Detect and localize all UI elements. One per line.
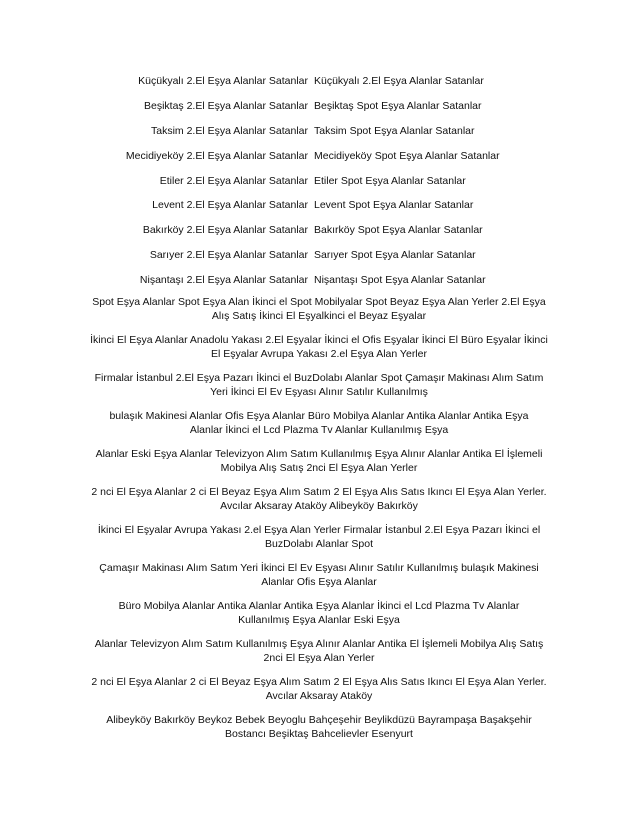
pair-right-text: Beşiktaş Spot Eşya Alanlar Satanlar (314, 99, 482, 112)
paragraph-line: Avcılar Aksaray Ataköy Alibeyköy Bakırköy (220, 500, 418, 512)
pair-right-text: Küçükyalı 2.El Eşya Alanlar Satanlar (314, 75, 484, 87)
district-pair-row (0, 174, 638, 188)
pair-right-text: Bakırköy Spot Eşya Alanlar Satanlar (314, 224, 483, 237)
keyword-paragraph (86, 637, 552, 665)
keyword-paragraph (86, 371, 552, 399)
paragraph-line: Alış Satış İkinci El Eşyalkinci el Beyaz Eşyalar (211, 310, 427, 322)
district-pair-row (0, 124, 638, 138)
paragraph-line: Bostancı Beşiktaş Bahcelievler Esenyurt (225, 728, 413, 740)
district-pair-row (0, 223, 638, 237)
paragraph-line: 2nci El Eşya Alan Yerler (263, 652, 375, 664)
paragraph-line: Yeri İkinci El Ev Eşyası Alınır Satılır Kullanılmış (210, 386, 428, 398)
paragraph-line: BuzDolabı Alanlar Spot (265, 538, 373, 550)
pair-left-text: Levent 2.El Eşya Alanlar Satanlar (152, 199, 308, 212)
pair-right-text: Etiler Spot Eşya Alanlar Satanlar (314, 174, 466, 187)
pair-right-text: Mecidiyeköy Spot Eşya Alanlar Satanlar (314, 149, 500, 162)
pair-right-text: Levent Spot Eşya Alanlar Satanlar (314, 199, 474, 212)
district-pair-row (0, 74, 638, 88)
paragraph-line: İkinci El Eşyalar Avrupa Yakası 2.el Eşya Alan Yerler Firmalar İstanbul 2.El Eşya Pazarı İkinci el (97, 524, 541, 536)
keyword-paragraphs (86, 295, 552, 751)
paragraph-line: bulaşık Makinesi Alanlar Ofis Eşya Alanlar Büro Mobilya Alanlar Antika Alanlar Antika Eşya (109, 410, 529, 422)
keyword-paragraph (86, 447, 552, 475)
paragraph-line: Alibeyköy Bakırköy Beykoz Bebek Beyoglu Bahçeşehir Beylikdüzü Bayrampaşa Başakşehir (106, 714, 532, 726)
pair-left-text: Sarıyer 2.El Eşya Alanlar Satanlar (149, 249, 308, 262)
district-pair-row (0, 99, 638, 113)
pair-left-text: Taksim 2.El Eşya Alanlar Satanlar (151, 124, 308, 137)
paragraph-line: Kullanılmış Eşya Alanlar Eski Eşya (238, 614, 400, 626)
pair-right-text: Taksim Spot Eşya Alanlar Satanlar (314, 124, 475, 137)
pair-right-text: Sarıyer Spot Eşya Alanlar Satanlar (314, 249, 476, 262)
paragraph-line: Mobilya Alış Satış 2nci El Eşya Alan Yerler (220, 462, 418, 474)
paragraph-line: Alanlar Ofis Eşya Alanlar (261, 576, 377, 588)
paragraph-line: Alanlar Eski Eşya Alanlar Televizyon Alım Satım Kullanılmış Eşya Alınır Alanlar Antika El İşlemeli (95, 448, 543, 460)
keyword-paragraph (86, 561, 552, 589)
paragraph-line: El Eşyalar Avrupa Yakası 2.el Eşya Alan Yerler (211, 348, 427, 360)
district-pair-row (0, 198, 638, 212)
pair-right-text: Nişantaşı Spot Eşya Alanlar Satanlar (314, 274, 486, 287)
keyword-paragraph (86, 523, 552, 551)
district-pair-row (0, 273, 638, 287)
paragraph-line: Firmalar İstanbul 2.El Eşya Pazarı İkinci el BuzDolabı Alanlar Spot Çamaşır Makinası Alım Satım (94, 372, 544, 384)
paragraph-line: Çamaşır Makinası Alım Satım Yeri İkinci El Ev Eşyası Alınır Satılır Kullanılmış bulaşık Makinesi (99, 562, 539, 574)
keyword-paragraph (86, 675, 552, 703)
keyword-paragraph (86, 599, 552, 627)
paragraph-line: 2 nci El Eşya Alanlar 2 ci El Beyaz Eşya Alım Satım 2 El Eşya Alıs Satıs Ikıncı El Eşya Alan Yerler. (91, 486, 547, 498)
keyword-paragraph (86, 485, 552, 513)
paragraph-line: Alanlar Televizyon Alım Satım Kullanılmış Eşya Alınır Alanlar Antika El İşlemeli Mobilya Alış Satış (94, 638, 544, 650)
district-pair-row (0, 248, 638, 262)
paragraph-line: 2 nci El Eşya Alanlar 2 ci El Beyaz Eşya Alım Satım 2 El Eşya Alıs Satıs Ikıncı El Eşya Alan Yerler. (91, 676, 547, 688)
pair-left-text: Etiler 2.El Eşya Alanlar Satanlar (159, 174, 308, 187)
keyword-paragraph (86, 409, 552, 437)
paragraph-line: Avcılar Aksaray Ataköy (265, 690, 373, 702)
district-pair-row (0, 149, 638, 163)
pair-left-text: Küçükyalı 2.El Eşya Alanlar Satanlar (138, 75, 308, 87)
paragraph-line: Spot Eşya Alanlar Spot Eşya Alan İkinci el Spot Mobilyalar Spot Beyaz Eşya Alan Yerler 2.El Eşya (92, 296, 546, 308)
pair-left-text: Bakırköy 2.El Eşya Alanlar Satanlar (142, 224, 308, 237)
keyword-paragraph (86, 295, 552, 323)
paragraph-line: Büro Mobilya Alanlar Antika Alanlar Antika Eşya Alanlar İkinci el Lcd Plazma Tv Alanlar (118, 600, 520, 612)
pair-left-text: Nişantaşı 2.El Eşya Alanlar Satanlar (139, 274, 308, 287)
keyword-paragraph (86, 713, 552, 741)
pair-left-text: Beşiktaş 2.El Eşya Alanlar Satanlar (143, 99, 308, 112)
district-pairs-list (0, 74, 638, 298)
paragraph-line: Alanlar İkinci el Lcd Plazma Tv Alanlar Kullanılmış Eşya (189, 424, 449, 436)
paragraph-line: İkinci El Eşya Alanlar Anadolu Yakası 2.El Eşyalar İkinci el Ofis Eşyalar İkinci El Büro Eşyalar İkinci (90, 334, 548, 346)
keyword-paragraph (86, 333, 552, 361)
pair-left-text: Mecidiyeköy 2.El Eşya Alanlar Satanlar (125, 149, 308, 162)
